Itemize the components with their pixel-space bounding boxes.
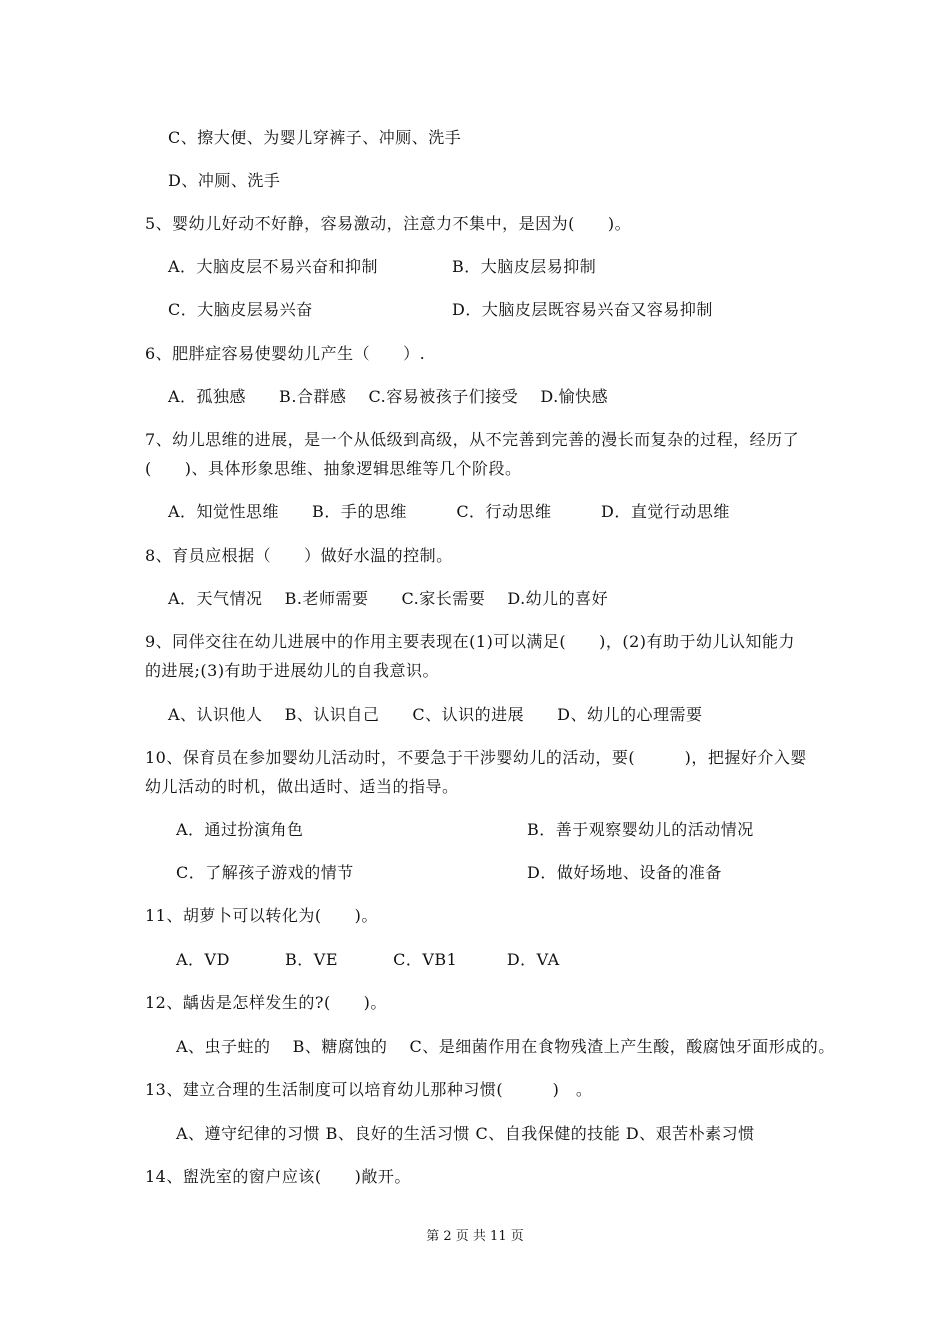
question-10-line-2: 幼儿活动的时机，做出适时、适当的指导。	[145, 777, 459, 796]
question-5: 5、婴幼儿好动不好静，容易激动，注意力不集中，是因为( )。	[145, 214, 632, 233]
q13-options: A、遵守纪律的习惯 B、良好的生活习惯 C、自我保健的技能 D、艰苦朴素习惯	[176, 1124, 755, 1143]
q5-option-d: D．大脑皮层既容易兴奋又容易抑制	[452, 300, 713, 319]
page-number-footer: 第 2 页 共 11 页	[426, 1229, 524, 1244]
q5-option-a: A．大脑皮层不易兴奋和抑制	[168, 257, 379, 276]
q12-options: A、虫子蛀的 B、糖腐蚀的 C、是细菌作用在食物残渣上产生酸，酸腐蚀牙面形成的。	[176, 1037, 835, 1056]
q10-option-c: C．了解孩子游戏的情节	[176, 863, 354, 882]
q4-option-c: C、擦大便、为婴儿穿裤子、冲厕、洗手	[168, 128, 462, 147]
q8-options: A．天气情况 B.老师需要 C.家长需要 D.幼儿的喜好	[168, 589, 609, 608]
q7-options: A．知觉性思维 B．手的思维 C．行动思维 D．直觉行动思维	[168, 502, 730, 521]
question-9-line-2: 的进展;(3)有助于进展幼儿的自我意识。	[145, 661, 440, 680]
q6-options: A．孤独感 B.合群感 C.容易被孩子们接受 D.愉快感	[168, 387, 609, 406]
q9-options: A、认识他人 B、认识自己 C、认识的进展 D、幼儿的心理需要	[168, 705, 703, 724]
question-6: 6、肥胖症容易使婴幼儿产生（ ）.	[145, 344, 426, 363]
q10-option-a: A．通过扮演角色	[176, 820, 304, 839]
q4-option-d: D、冲厕、洗手	[168, 171, 281, 190]
q5-option-c: C．大脑皮层易兴奋	[168, 300, 313, 319]
q10-option-d: D．做好场地、设备的准备	[527, 863, 722, 882]
question-12: 12、龋齿是怎样发生的?( )。	[145, 993, 387, 1012]
q5-option-b: B．大脑皮层易抑制	[452, 257, 597, 276]
question-7-line-1: 7、幼儿思维的进展，是一个从低级到高级，从不完善到完善的漫长而复杂的过程，经历了	[145, 430, 800, 449]
question-9-line-1: 9、同伴交往在幼儿进展中的作用主要表现在(1)可以满足( )，(2)有助于幼儿认知能力	[145, 632, 795, 651]
question-10-line-1: 10、保育员在参加婴幼儿活动时，不要急于干涉婴幼儿的活动，要( )，把握好介入婴	[145, 748, 807, 767]
question-8: 8、育员应根据（ ）做好水温的控制。	[145, 546, 453, 565]
q10-option-b: B．善于观察婴幼儿的活动情况	[527, 820, 754, 839]
question-13: 13、建立合理的生活制度可以培育幼儿那种习惯( ) 。	[145, 1080, 593, 1099]
q11-options: A．VD B．VE C．VB1 D．VA	[176, 950, 560, 969]
question-14: 14、盥洗室的窗户应该( )敞开。	[145, 1167, 411, 1186]
question-7-line-2: ( )、具体形象思维、抽象逻辑思维等几个阶段。	[145, 459, 522, 478]
question-11: 11、胡萝卜可以转化为( )。	[145, 906, 378, 925]
